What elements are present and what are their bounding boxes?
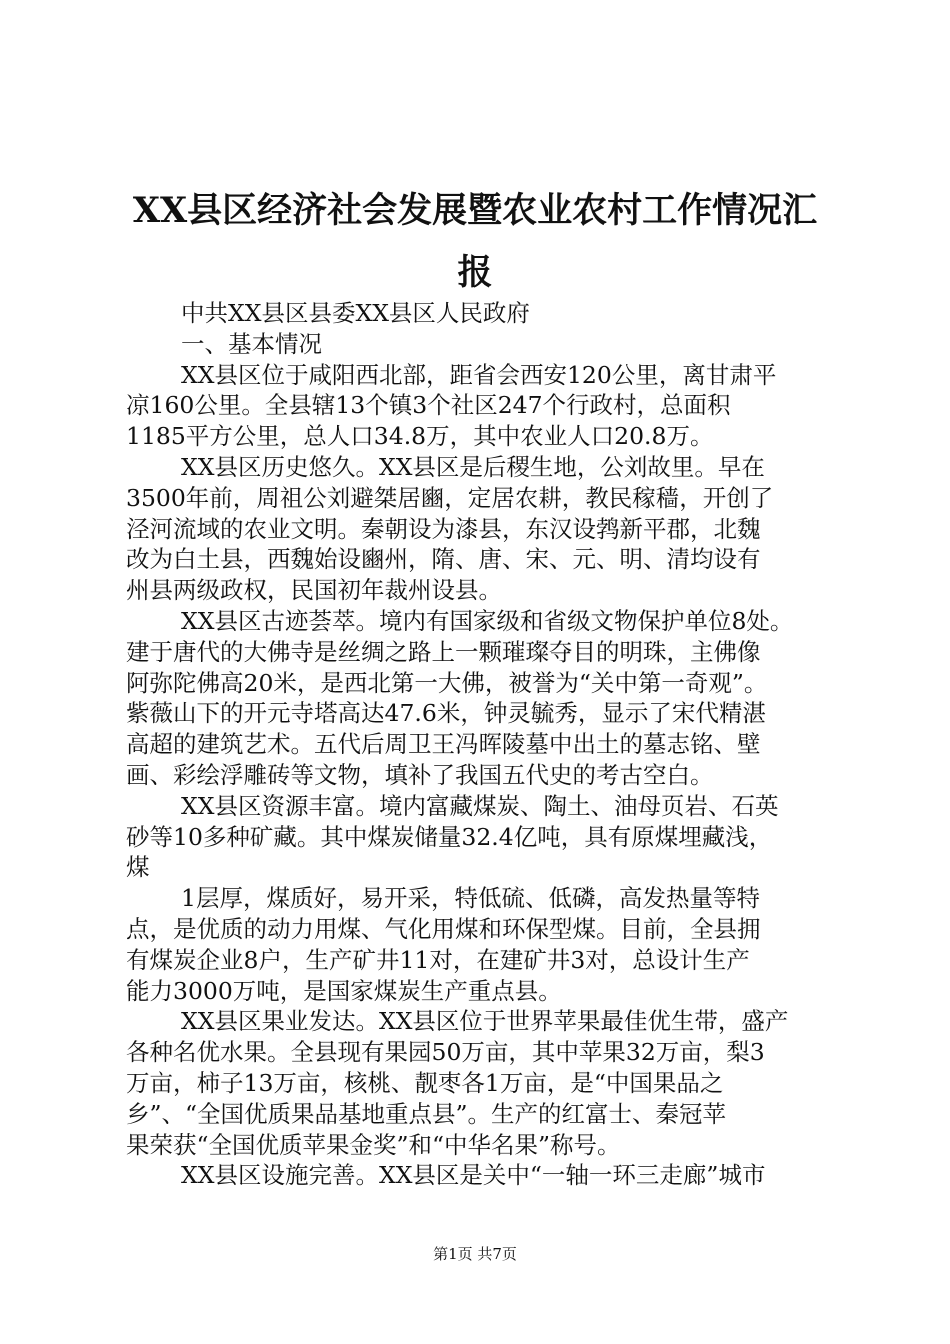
text-line: XX县区设施完善。XX县区是关中“一轴一环三走廊”城市 bbox=[181, 1161, 766, 1190]
page-footer: 第1页 共7页 bbox=[433, 1245, 517, 1263]
document-body bbox=[126, 298, 831, 1191]
text-line: 高超的建筑艺术。五代后周卫王冯晖陵墓中出土的墓志铭、壁 bbox=[126, 730, 761, 759]
text-line: 点，是优质的动力用煤、气化用煤和环保型煤。目前，全县拥 bbox=[126, 914, 761, 943]
text-line: 一、基本情况 bbox=[181, 329, 322, 358]
text-line: 1层厚，煤质好，易开采，特低硫、低磷，高发热量等特 bbox=[181, 884, 760, 913]
text-line: 改为白土县，西魏始设豳州，隋、唐、宋、元、明、清均设有 bbox=[126, 545, 761, 574]
text-line: 阿弥陀佛高20米，是西北第一大佛，被誉为“关中第一奇观”。 bbox=[126, 668, 768, 697]
text-line: 乡”、“全国优质果品基地重点县”。生产的红富士、秦冠苹 bbox=[126, 1099, 727, 1128]
text-line: XX县区资源丰富。境内富藏煤炭、陶土、油母页岩、石英 bbox=[181, 791, 779, 820]
text-line: XX县区古迹荟萃。境内有国家级和省级文物保护单位8处。 bbox=[181, 606, 794, 635]
text-line: 中共XX县区县委XX县区人民政府 bbox=[181, 299, 530, 327]
text-line: 紫薇山下的开元寺塔高达47.6米，钟灵毓秀，显示了宋代精湛 bbox=[126, 699, 766, 728]
text-line: 3500年前，周祖公刘避桀居豳，定居农耕，教民稼穑，开创了 bbox=[126, 483, 774, 512]
text-line: XX县区果业发达。XX县区位于世界苹果最佳优生带，盛产 bbox=[181, 1007, 789, 1036]
title-line-2: 报 bbox=[457, 252, 493, 293]
text-line: 建于唐代的大佛寺是丝绸之路上一颗璀璨夺目的明珠，主佛像 bbox=[126, 637, 761, 666]
text-line: XX县区位于咸阳西北部，距省会西安120公里，离甘肃平 bbox=[181, 360, 777, 389]
text-line: 1185平方公里，总人口34.8万，其中农业人口20.8万。 bbox=[126, 422, 714, 451]
text-line: 各种名优水果。全县现有果园50万亩，其中苹果32万亩，梨3 bbox=[126, 1038, 765, 1067]
text-line: 州县两级政权，民国初年裁州设县。 bbox=[126, 576, 502, 605]
text-line: 有煤炭企业8户，生产矿井11对，在建矿井3对，总设计生产 bbox=[126, 945, 750, 974]
title-line-1: XX县区经济社会发展暨农业农村工作情况汇 bbox=[132, 190, 818, 231]
text-line: 万亩，柿子13万亩，核桃、靓枣各1万亩，是“中国果品之 bbox=[126, 1068, 724, 1097]
text-line: 凉160公里。全县辖13个镇3个社区247个行政村，总面积 bbox=[126, 391, 731, 420]
text-line: 画、彩绘浮雕砖等文物，填补了我国五代史的考古空白。 bbox=[126, 760, 714, 789]
text-line: 砂等10多种矿藏。其中煤炭储量32.4亿吨，具有原煤埋藏浅， bbox=[126, 822, 773, 851]
text-line: 能力3000万吨，是国家煤炭生产重点县。 bbox=[126, 976, 562, 1005]
document-title bbox=[118, 180, 832, 304]
text-line: XX县区历史悠久。XX县区是后稷生地，公刘故里。早在 bbox=[181, 452, 765, 481]
text-line: 果荣获“全国优质苹果金奖”和“中华名果”称号。 bbox=[126, 1130, 621, 1159]
text-line: 煤 bbox=[126, 853, 150, 882]
text-line: 泾河流域的农业文明。秦朝设为漆县，东汉设鹁新平郡，北魏 bbox=[126, 514, 761, 543]
